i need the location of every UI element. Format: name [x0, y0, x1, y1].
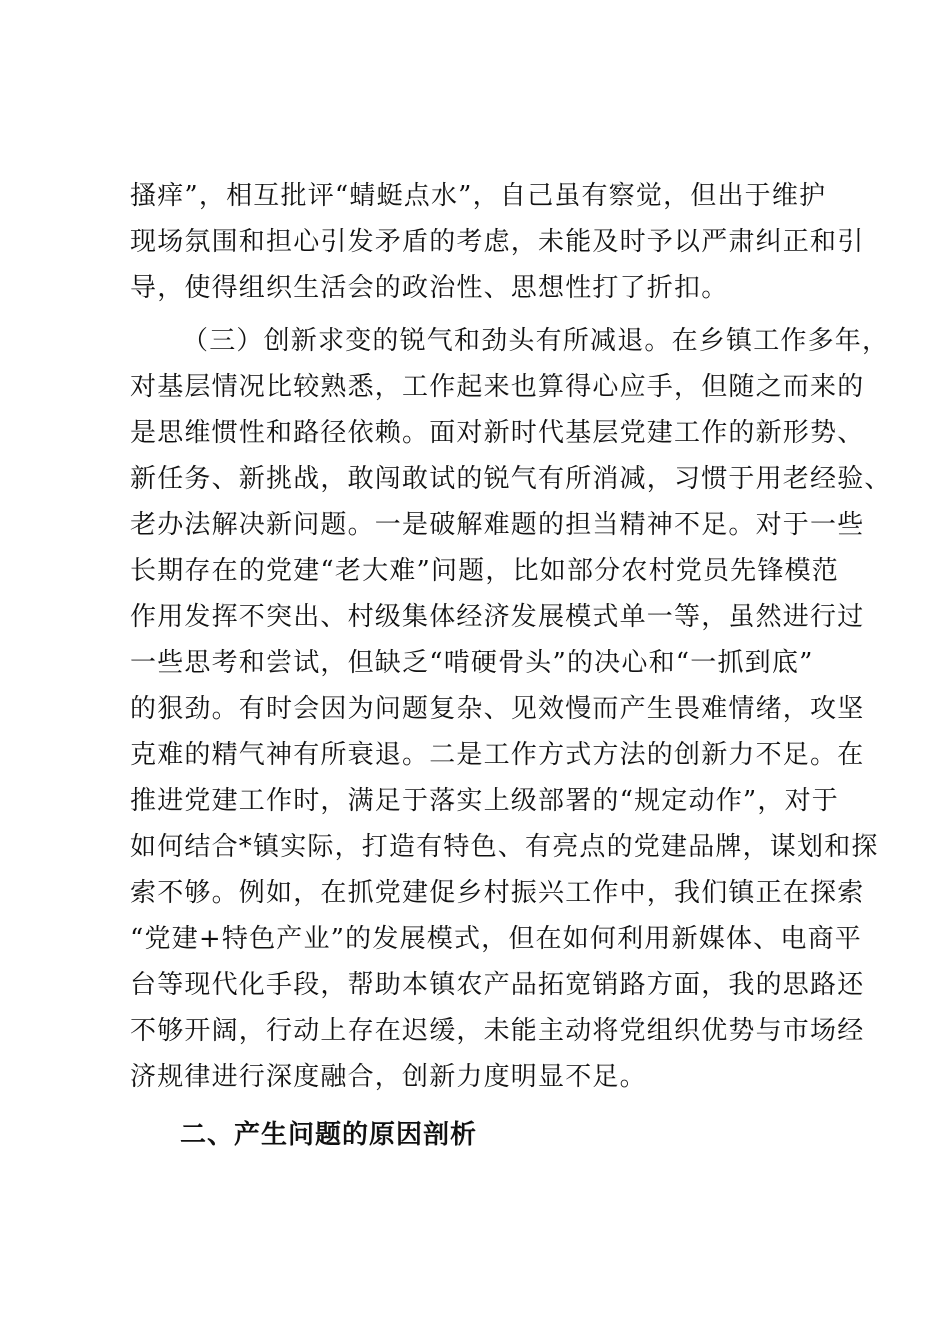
paragraph-line: 一些思考和尝试，但缺乏“啃硬骨头”的决心和“一抓到底”	[130, 648, 814, 678]
paragraph-line: 对基层情况比较熟悉，工作起来也算得心应手，但随之而来的	[130, 372, 865, 402]
paragraph-line: 是思维惯性和路径依赖。面对新时代基层党建工作的新形势、	[130, 418, 865, 448]
paragraph-line: 现场氛围和担心引发矛盾的考虑，未能及时予以严肃纠正和引	[130, 227, 865, 257]
paragraph-line: 克难的精气神有所衰退。二是工作方式方法的创新力不足。在	[130, 740, 865, 770]
paragraph-line: 如何结合*镇实际，打造有特色、有亮点的党建品牌，谋划和探	[130, 832, 879, 862]
paragraph-line: 的狠劲。有时会因为问题复杂、见效慢而产生畏难情绪，攻坚	[130, 694, 865, 724]
section-heading: 二、产生问题的原因剖析	[180, 1120, 478, 1150]
paragraph-line: 搔痒”，相互批评“蜻蜓点水”，自己虽有察觉，但出于维护	[130, 181, 827, 211]
paragraph-line: 推进党建工作时，满足于落实上级部署的“规定动作”，对于	[130, 786, 839, 816]
paragraph-line: （三）创新求变的锐气和劲头有所减退。在乡镇工作多年，	[182, 326, 890, 356]
paragraph-line: 作用发挥不突出、村级集体经济发展模式单一等，虽然进行过	[130, 602, 865, 632]
paragraph-line: 不够开阔，行动上存在迟缓，未能主动将党组织优势与市场经	[130, 1016, 865, 1046]
paragraph-line: 济规律进行深度融合，创新力度明显不足。	[130, 1062, 647, 1092]
paragraph-line: 新任务、新挑战，敢闯敢试的锐气有所消减，习惯于用老经验、	[130, 464, 892, 494]
paragraph-line: 老办法解决新问题。一是破解难题的担当精神不足。对于一些	[130, 510, 865, 540]
paragraph-line: 台等现代化手段，帮助本镇农产品拓宽销路方面，我的思路还	[130, 970, 865, 1000]
paragraph-line: 索不够。例如，在抓党建促乡村振兴工作中，我们镇正在探索	[130, 878, 865, 908]
paragraph-line: “党建+特色产业”的发展模式，但在如何利用新媒体、电商平	[130, 924, 862, 954]
paragraph-line: 长期存在的党建“老大难”问题，比如部分农村党员先锋模范	[130, 556, 839, 586]
paragraph-line: 导，使得组织生活会的政治性、思想性打了折扣。	[130, 273, 729, 303]
